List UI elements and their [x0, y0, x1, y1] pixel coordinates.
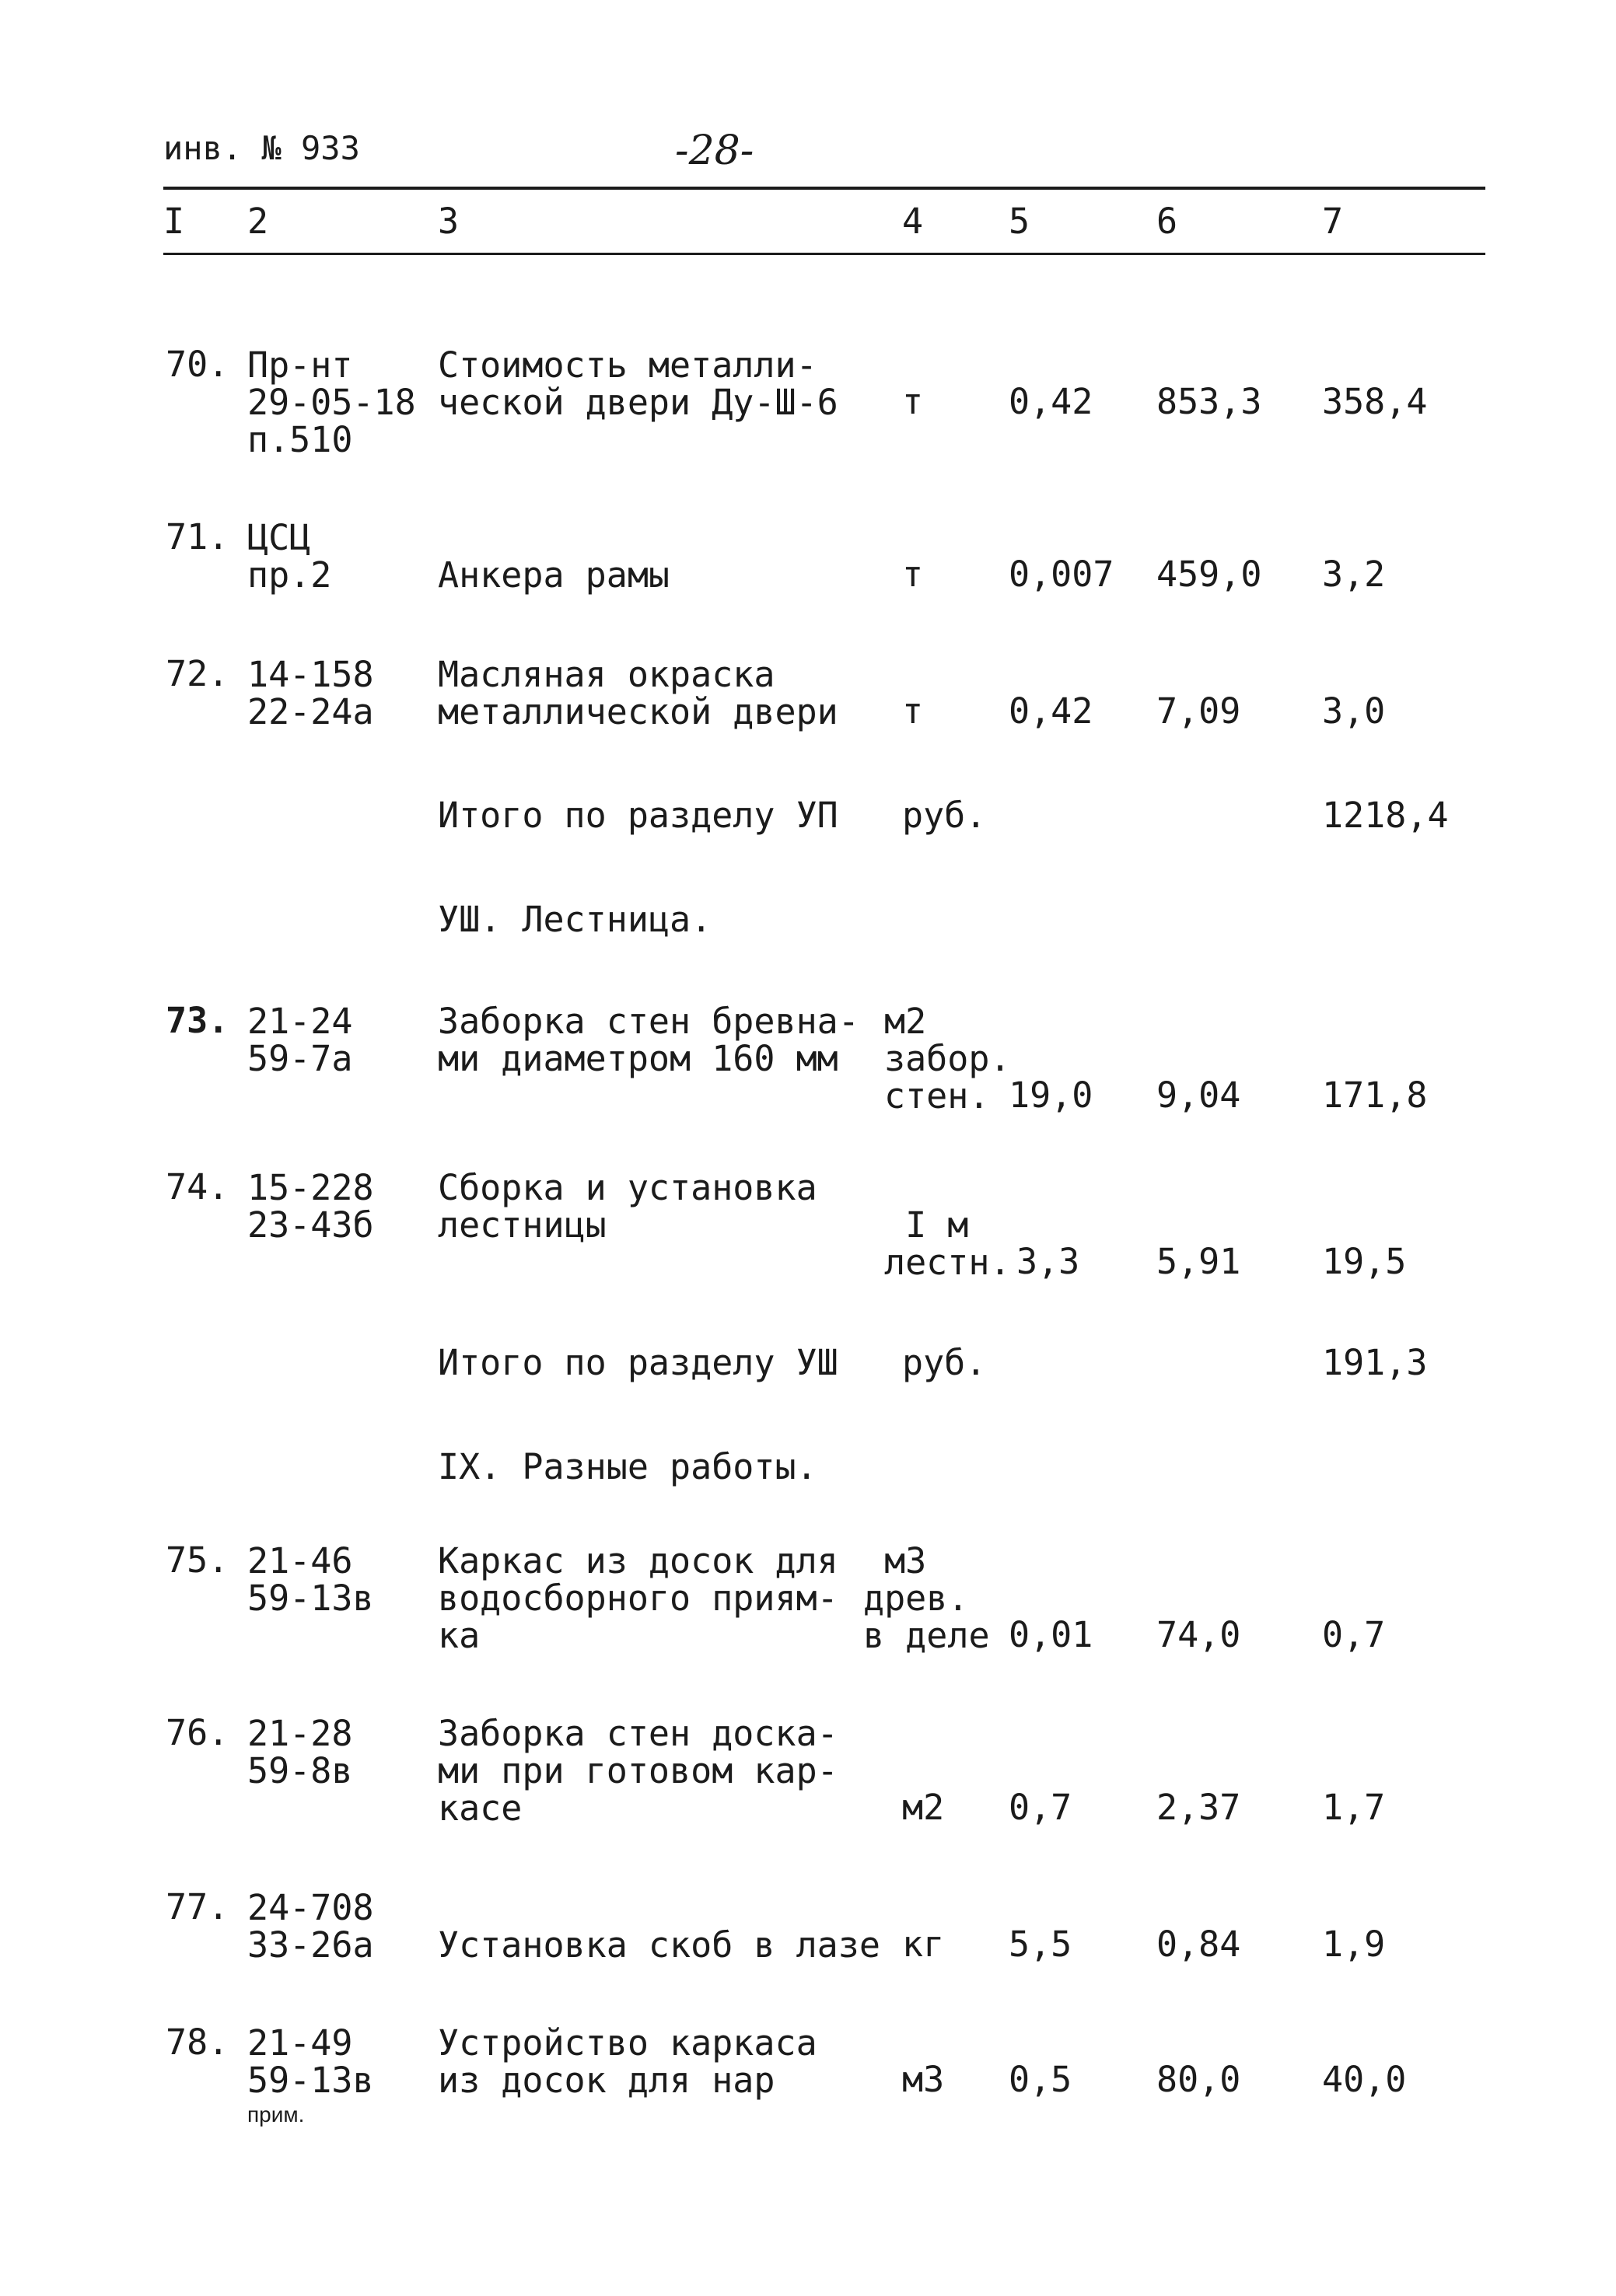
- row-unit: м2 забор. стен.: [884, 1001, 1011, 1117]
- row-unit: м2: [902, 1787, 945, 1828]
- row-description: Заборка стен доска- ми при готовом кар- касе: [438, 1713, 838, 1829]
- row-price: 9,04: [1156, 1075, 1241, 1116]
- row-description: Устройство каркаса из досок для нар: [438, 2022, 817, 2101]
- row-number: 76.: [166, 1712, 229, 1753]
- row-unit: м3: [902, 2059, 945, 2100]
- row-unit: т: [902, 690, 924, 732]
- row-unit: м3 древ. в деле: [863, 1540, 990, 1656]
- row-description: Анкера рамы: [438, 554, 670, 596]
- page-number: -28-: [675, 128, 754, 174]
- row-code-note: прим.: [247, 2102, 305, 2127]
- subtotal-label: Итого по разделу УП: [438, 795, 838, 836]
- inventory-number: инв. № 933: [163, 129, 360, 167]
- row-code: ЦСЦ пр.2: [247, 517, 332, 596]
- row-description: Каркас из досок для водосборного приям- ка: [438, 1540, 838, 1656]
- row-code: 24-708 33-26а: [247, 1887, 374, 1966]
- row-total: 19,5: [1322, 1241, 1407, 1282]
- row-total: 358,4: [1322, 381, 1428, 422]
- row-description: Заборка стен бревна- ми диаметром 160 мм: [438, 1001, 859, 1079]
- row-unit: I м лестн.: [884, 1204, 1011, 1283]
- row-price: 80,0: [1156, 2059, 1241, 2100]
- row-price: 74,0: [1156, 1614, 1241, 1655]
- row-quantity: 5,5: [1009, 1924, 1072, 1965]
- row-code: 21-24 59-7а: [247, 1001, 353, 1079]
- row-price: 853,3: [1156, 381, 1262, 422]
- row-total: 3,2: [1322, 554, 1386, 595]
- row-quantity: 3,3: [1016, 1241, 1080, 1282]
- row-total: 171,8: [1322, 1075, 1428, 1116]
- row-total: 0,7: [1322, 1614, 1386, 1655]
- row-total: 40,0: [1322, 2059, 1407, 2100]
- row-code: Пр-нт 29-05-18 п.510: [247, 344, 416, 460]
- row-total: 1,7: [1322, 1787, 1386, 1828]
- row-unit: кг: [902, 1924, 945, 1965]
- row-quantity: 0,01: [1009, 1614, 1093, 1655]
- row-total: 1,9: [1322, 1924, 1386, 1965]
- subtotal-unit: руб.: [902, 795, 987, 836]
- row-price: 459,0: [1156, 554, 1262, 595]
- row-quantity: 0,7: [1009, 1787, 1072, 1828]
- row-quantity: 19,0: [1009, 1075, 1093, 1116]
- subtotal-unit: руб.: [902, 1342, 987, 1383]
- row-description: Стоимость металли- ческой двери Ду-Ш-6: [438, 344, 838, 423]
- subtotal-total: 191,3: [1322, 1342, 1428, 1383]
- row-description: Установка скоб в лазе: [438, 1924, 880, 1966]
- row-quantity: 0,007: [1009, 554, 1114, 595]
- row-number: 78.: [166, 2022, 229, 2063]
- row-description: Сборка и установка лестницы: [438, 1167, 817, 1246]
- row-quantity: 0,5: [1009, 2059, 1072, 2100]
- header-rule: [163, 253, 1485, 255]
- row-price: 5,91: [1156, 1241, 1241, 1282]
- section-title: УШ. Лестница.: [438, 899, 712, 940]
- top-rule: [163, 187, 1485, 190]
- row-quantity: 0,42: [1009, 690, 1093, 732]
- section-title: IX. Разные работы.: [438, 1446, 817, 1487]
- row-total: 3,0: [1322, 690, 1386, 732]
- row-number: 74.: [166, 1166, 229, 1207]
- row-unit: т: [902, 381, 924, 422]
- column-number-7: 7: [1322, 201, 1344, 242]
- row-code: 21-46 59-13в: [247, 1540, 374, 1619]
- column-number-5: 5: [1009, 201, 1030, 242]
- row-price: 7,09: [1156, 690, 1241, 732]
- row-code: 21-49 59-13в: [247, 2022, 374, 2101]
- row-unit: т: [902, 554, 924, 595]
- row-number: 73.: [166, 1000, 229, 1041]
- column-number-4: 4: [902, 201, 924, 242]
- row-number: 71.: [166, 516, 229, 557]
- column-number-3: 3: [438, 201, 460, 242]
- column-number-6: 6: [1156, 201, 1178, 242]
- column-number-2: 2: [247, 201, 269, 242]
- row-number: 72.: [166, 653, 229, 694]
- subtotal-label: Итого по разделу УШ: [438, 1342, 838, 1383]
- row-code: 15-228 23-43б: [247, 1167, 374, 1246]
- row-code: 14-158 22-24а: [247, 654, 374, 732]
- row-quantity: 0,42: [1009, 381, 1093, 422]
- row-description: Масляная окраска металлической двери: [438, 654, 838, 732]
- row-number: 70.: [166, 344, 229, 385]
- row-number: 77.: [166, 1886, 229, 1927]
- row-number: 75.: [166, 1539, 229, 1581]
- subtotal-total: 1218,4: [1322, 795, 1449, 836]
- row-code: 21-28 59-8в: [247, 1713, 353, 1791]
- column-number-1: I: [163, 201, 185, 242]
- row-price: 2,37: [1156, 1787, 1241, 1828]
- row-price: 0,84: [1156, 1924, 1241, 1965]
